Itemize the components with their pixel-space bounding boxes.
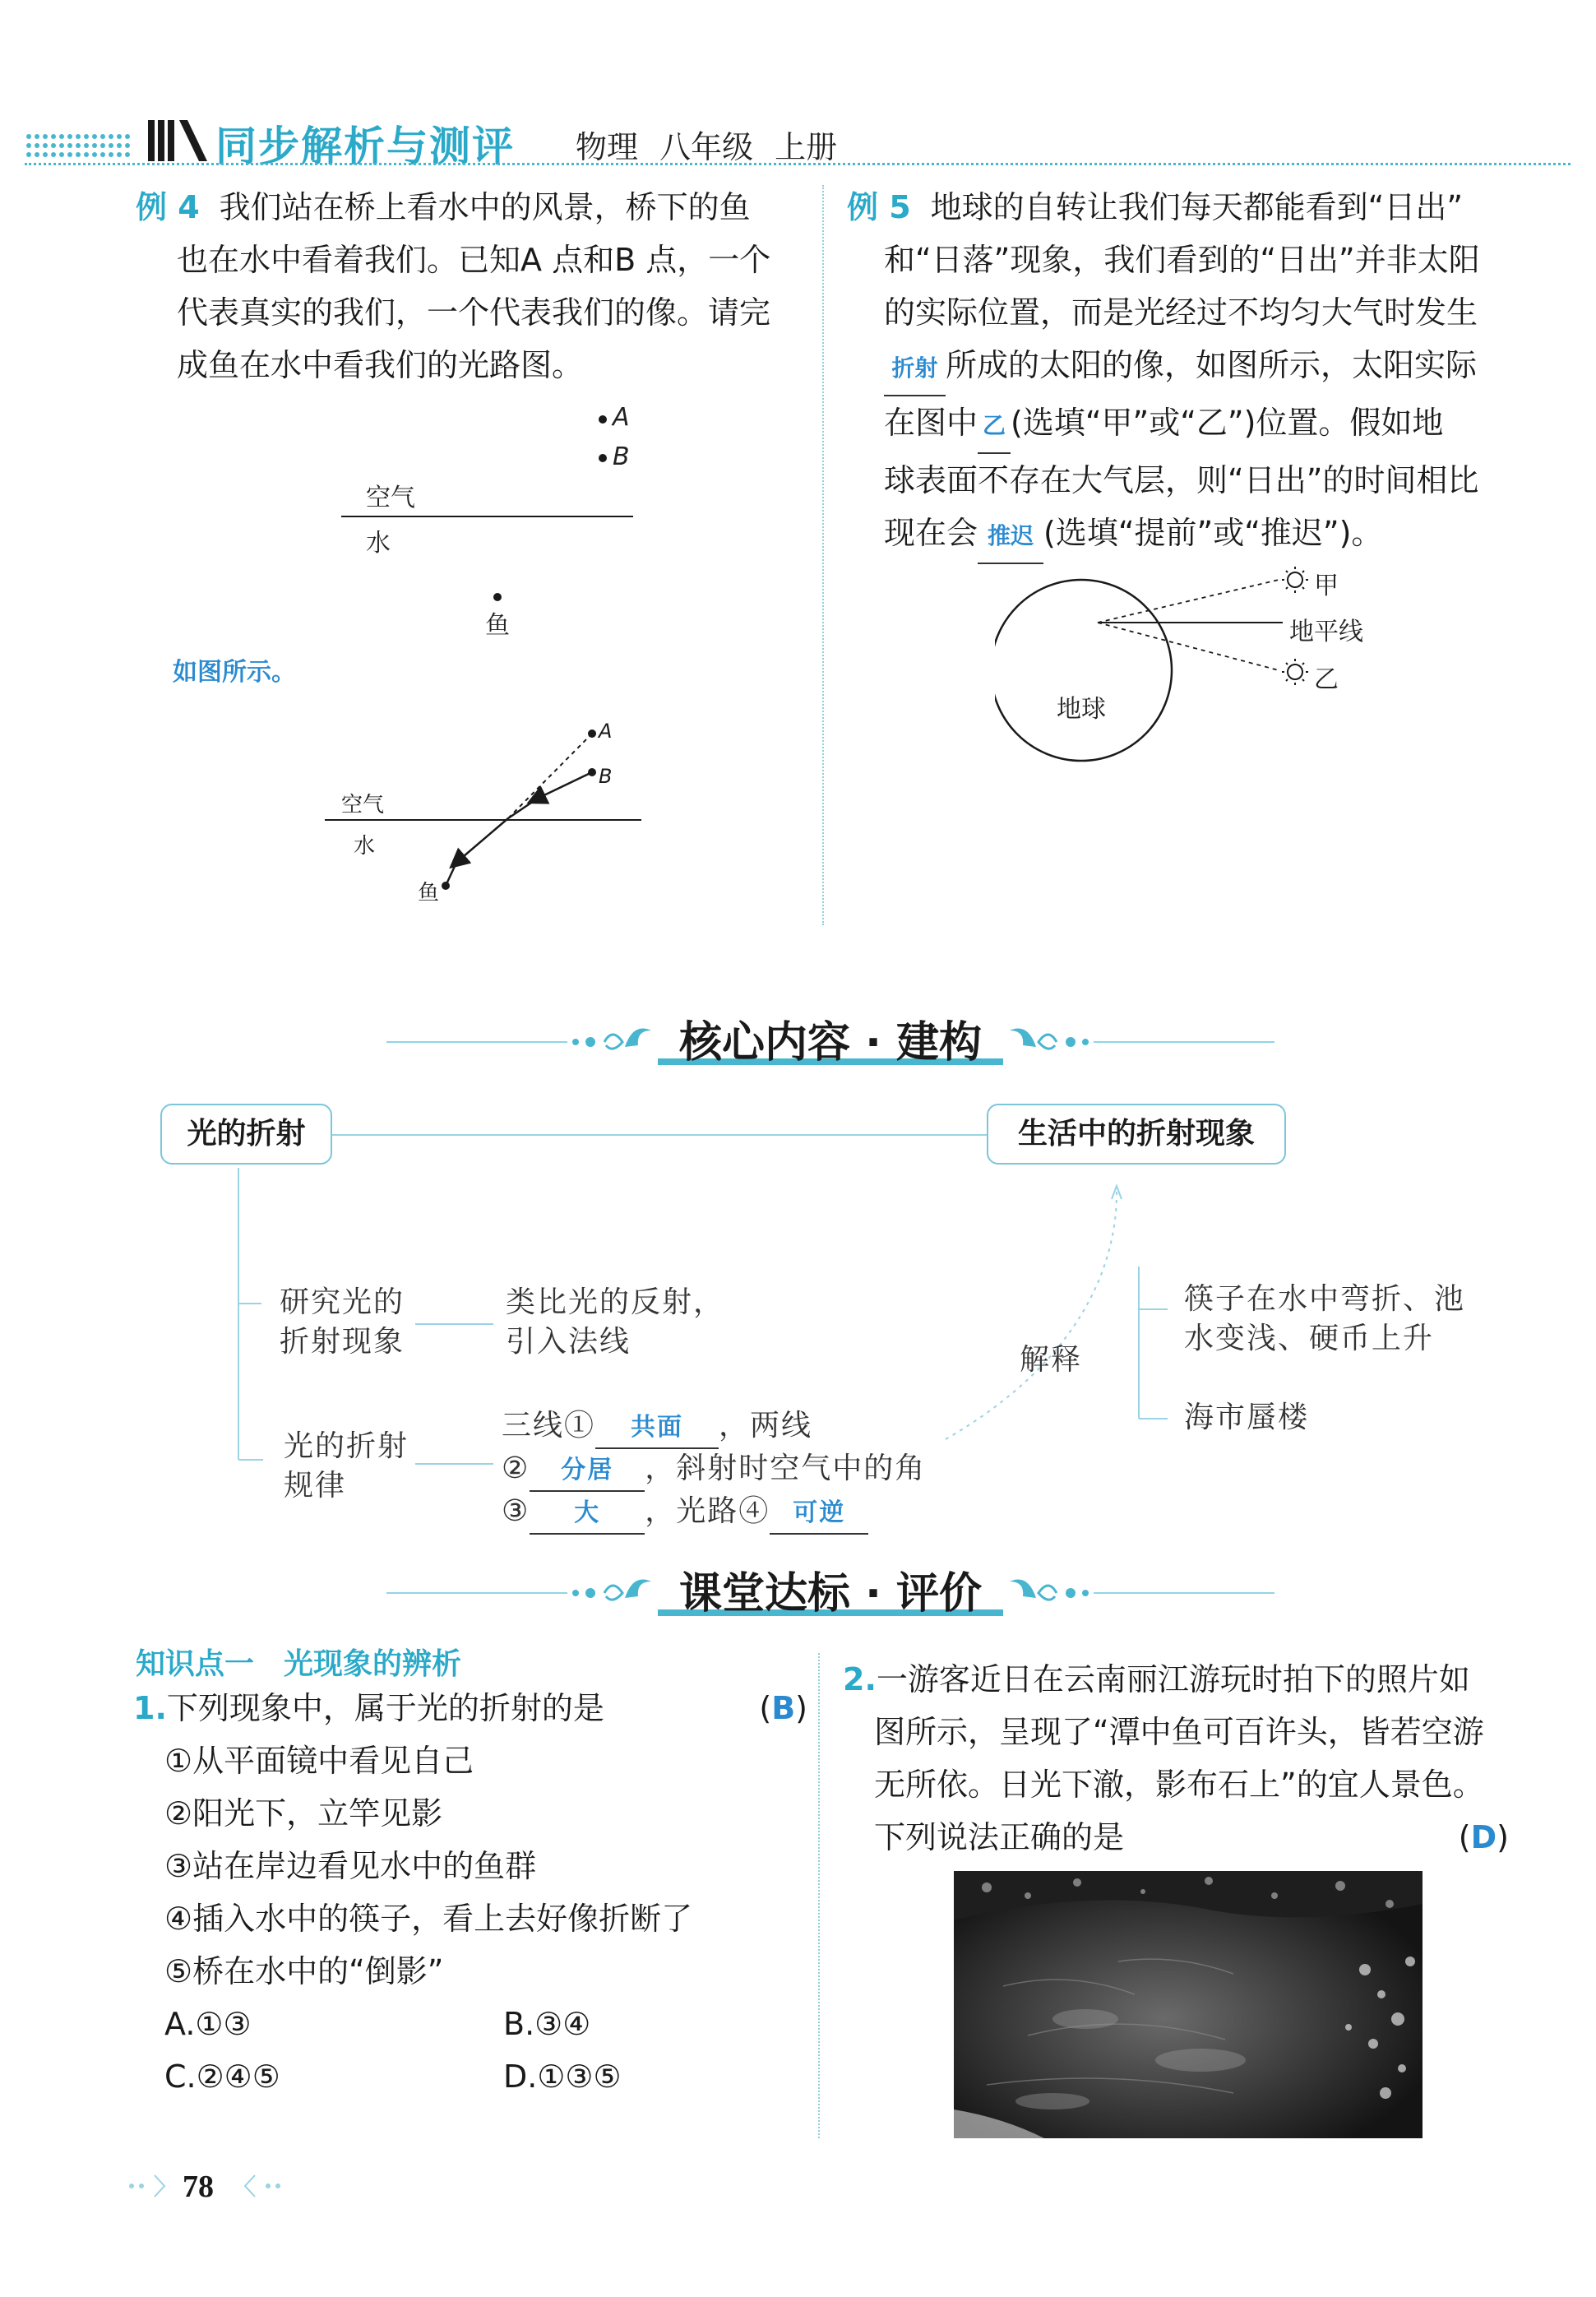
- life-line: 筷子在水中弯折、池: [1184, 1282, 1466, 1316]
- question-1: [133, 1682, 807, 2103]
- sun-icon: [1282, 659, 1308, 685]
- option-d[interactable]: D.①③⑤: [503, 2059, 622, 2095]
- answer-bracket: [759, 1682, 807, 1734]
- rule-answer-1: 共面: [595, 1408, 719, 1449]
- question-stem: 下列现象中，属于光的折射的是: [166, 1690, 604, 1726]
- q2-line: 图所示，呈现了“潭中鱼可百许头，皆若空游: [874, 1714, 1484, 1750]
- column-divider: [822, 185, 824, 925]
- example-4-line: 我们站在桥上看水中的风景，桥下的鱼: [219, 189, 751, 225]
- branch-line: 类比光的反射，: [506, 1285, 725, 1319]
- bracket-close: ): [795, 1690, 807, 1726]
- branch-line: 光的折射: [284, 1429, 409, 1463]
- example-5-line: 球表面不存在大气层，则“日出”的时间相比: [884, 462, 1479, 498]
- example-4-line: 代表真实的我们，一个代表我们的像。请完: [177, 294, 771, 331]
- example-4-label: 例 4: [136, 189, 200, 225]
- earth-sunrise-figure: [995, 555, 1373, 777]
- example-4-line: 成鱼在水中看我们的光路图。: [177, 347, 584, 383]
- example-5-line: 和“日落”现象，我们看到的“日出”并非太阳: [884, 242, 1480, 278]
- q2-line: 下列说法正确的是: [874, 1819, 1125, 1855]
- node-refraction-in-life: 生活中的折射现象: [987, 1104, 1286, 1165]
- answer-point-a-label: A: [599, 720, 613, 743]
- example-4-answer-note: 如图所示。: [173, 658, 296, 687]
- rule-text: 三线①: [502, 1409, 596, 1443]
- rule-text: ②: [502, 1452, 530, 1485]
- example-5-line: (选填“提前”或“推迟”)。: [1043, 515, 1383, 551]
- horizon-label: 地平线: [1289, 618, 1363, 646]
- q1-item: ①从平面镜中看见自己: [164, 1743, 474, 1779]
- q1-item: ②阳光下，立竿见影: [164, 1795, 443, 1832]
- life-example-chopsticks: [1184, 1280, 1465, 1359]
- page-number-badge: [123, 2165, 288, 2207]
- sun-position-jia: 甲: [1314, 572, 1339, 600]
- option-c[interactable]: C.②④⑤: [164, 2059, 280, 2095]
- branch-research-refraction: [280, 1283, 405, 1362]
- life-example-mirage: 海市蜃楼: [1184, 1401, 1310, 1434]
- header-dotted-rule: [25, 163, 1571, 165]
- rule-answer-4: 可逆: [770, 1494, 868, 1535]
- air-label: 空气: [366, 484, 415, 512]
- question-number: 1.: [133, 1690, 167, 1726]
- series-logo-icon: [146, 115, 210, 164]
- answer-point-b-label: B: [599, 765, 613, 788]
- answer-blank-3: 推迟: [978, 510, 1043, 564]
- point-b-label: B: [613, 442, 630, 471]
- core-section-title: 核心内容 · 建构: [679, 1018, 982, 1067]
- rule-text: ③: [502, 1494, 530, 1528]
- q1-answer: B: [771, 1690, 796, 1726]
- sun-icon: [1282, 567, 1308, 593]
- rule-text: ，斜射时空气中的角: [645, 1452, 927, 1485]
- example-5-line: (选填“甲”或“乙”)位置。假如地: [1011, 405, 1444, 441]
- answer-air-label: 空气: [341, 793, 385, 817]
- rule-text: ，光路④: [645, 1494, 770, 1528]
- point-a-label: A: [613, 403, 630, 432]
- fish-label: 鱼: [485, 611, 510, 640]
- q2-line: 一游客近日在云南丽江游玩时拍下的照片如: [876, 1661, 1470, 1697]
- example-4-answer-figure: [321, 720, 666, 909]
- class-section-banner: [386, 1550, 1274, 1624]
- example-4-problem-figure: [329, 395, 658, 641]
- example-5-line: 地球的自转让我们每天都能看到“日出”: [930, 189, 1464, 225]
- core-section-banner: [386, 999, 1274, 1073]
- q1-item: ③站在岸边看见水中的鱼群: [164, 1848, 537, 1884]
- rule-answer-3: 大: [530, 1494, 645, 1535]
- option-b[interactable]: B.③④: [503, 2006, 591, 2042]
- water-label: 水: [366, 529, 391, 558]
- pond-photo: [954, 1871, 1423, 2138]
- concept-map: [0, 1094, 1596, 1554]
- q1-item: ④插入水中的筷子，看上去好像折断了: [164, 1901, 693, 1937]
- q2-answer: D: [1470, 1819, 1497, 1855]
- node-light-refraction: 光的折射: [160, 1104, 332, 1165]
- bracket-close: ): [1497, 1819, 1509, 1855]
- example-4-text: [136, 181, 818, 391]
- q1-item: ⑤桥在水中的“倒影”: [164, 1953, 444, 1989]
- sun-position-yi: 乙: [1314, 665, 1339, 694]
- refraction-law-rules: [502, 1406, 926, 1535]
- bracket-open: (: [1458, 1819, 1471, 1855]
- example-5-line: 的实际位置，而是光经过不均匀大气时发生: [884, 294, 1478, 331]
- branch-line: 折射现象: [280, 1325, 405, 1359]
- question-2: [843, 1653, 1509, 1864]
- branch-line: 规律: [284, 1469, 347, 1503]
- page-number: 78: [183, 2170, 214, 2204]
- branch-line: 引入法线: [506, 1325, 631, 1359]
- bracket-open: (: [759, 1690, 772, 1726]
- branch-analogy: [506, 1283, 724, 1362]
- example-5-label: 例 5: [847, 189, 911, 225]
- example-5-line: 所成的太阳的像，如图所示，太阳实际: [946, 347, 1478, 383]
- series-title: 同步解析与测评: [215, 123, 515, 170]
- branch-refraction-law: [284, 1427, 409, 1506]
- subject-line: 物理 八年级 上册: [576, 129, 838, 165]
- knowledge-point-title: 知识点一 光现象的辨析: [136, 1647, 462, 1681]
- explain-label: 解释: [1020, 1343, 1083, 1377]
- answer-water-label: 水: [354, 834, 376, 859]
- header-dot-pattern: [25, 132, 136, 164]
- example-5-line: 现在会: [884, 515, 978, 551]
- option-a[interactable]: A.①③: [164, 2006, 252, 2042]
- branch-line: 研究光的: [280, 1285, 405, 1319]
- answer-blank-2: 乙: [978, 400, 1011, 454]
- rule-text: ，两线: [719, 1409, 813, 1443]
- pond-photo-image: [954, 1871, 1423, 2138]
- answer-fish-label: 鱼: [418, 881, 440, 905]
- answer-bracket: [1459, 1811, 1509, 1864]
- example-4-line: 也在水中看着我们。已知A 点和B 点，一个: [177, 242, 771, 278]
- rule-answer-2: 分居: [530, 1451, 645, 1492]
- earth-label: 地球: [1057, 695, 1106, 724]
- class-section-title: 课堂达标 · 评价: [679, 1569, 982, 1619]
- column-divider: [818, 1653, 820, 2138]
- q2-line: 无所依。日光下澈，影布石上”的宜人景色。: [874, 1767, 1484, 1803]
- example-5-line: 在图中: [884, 405, 978, 441]
- example-5-text: [847, 181, 1571, 564]
- answer-blank-1: 折射: [884, 342, 946, 396]
- question-number: 2.: [843, 1661, 877, 1697]
- life-line: 水变浅、硬币上升: [1184, 1322, 1435, 1355]
